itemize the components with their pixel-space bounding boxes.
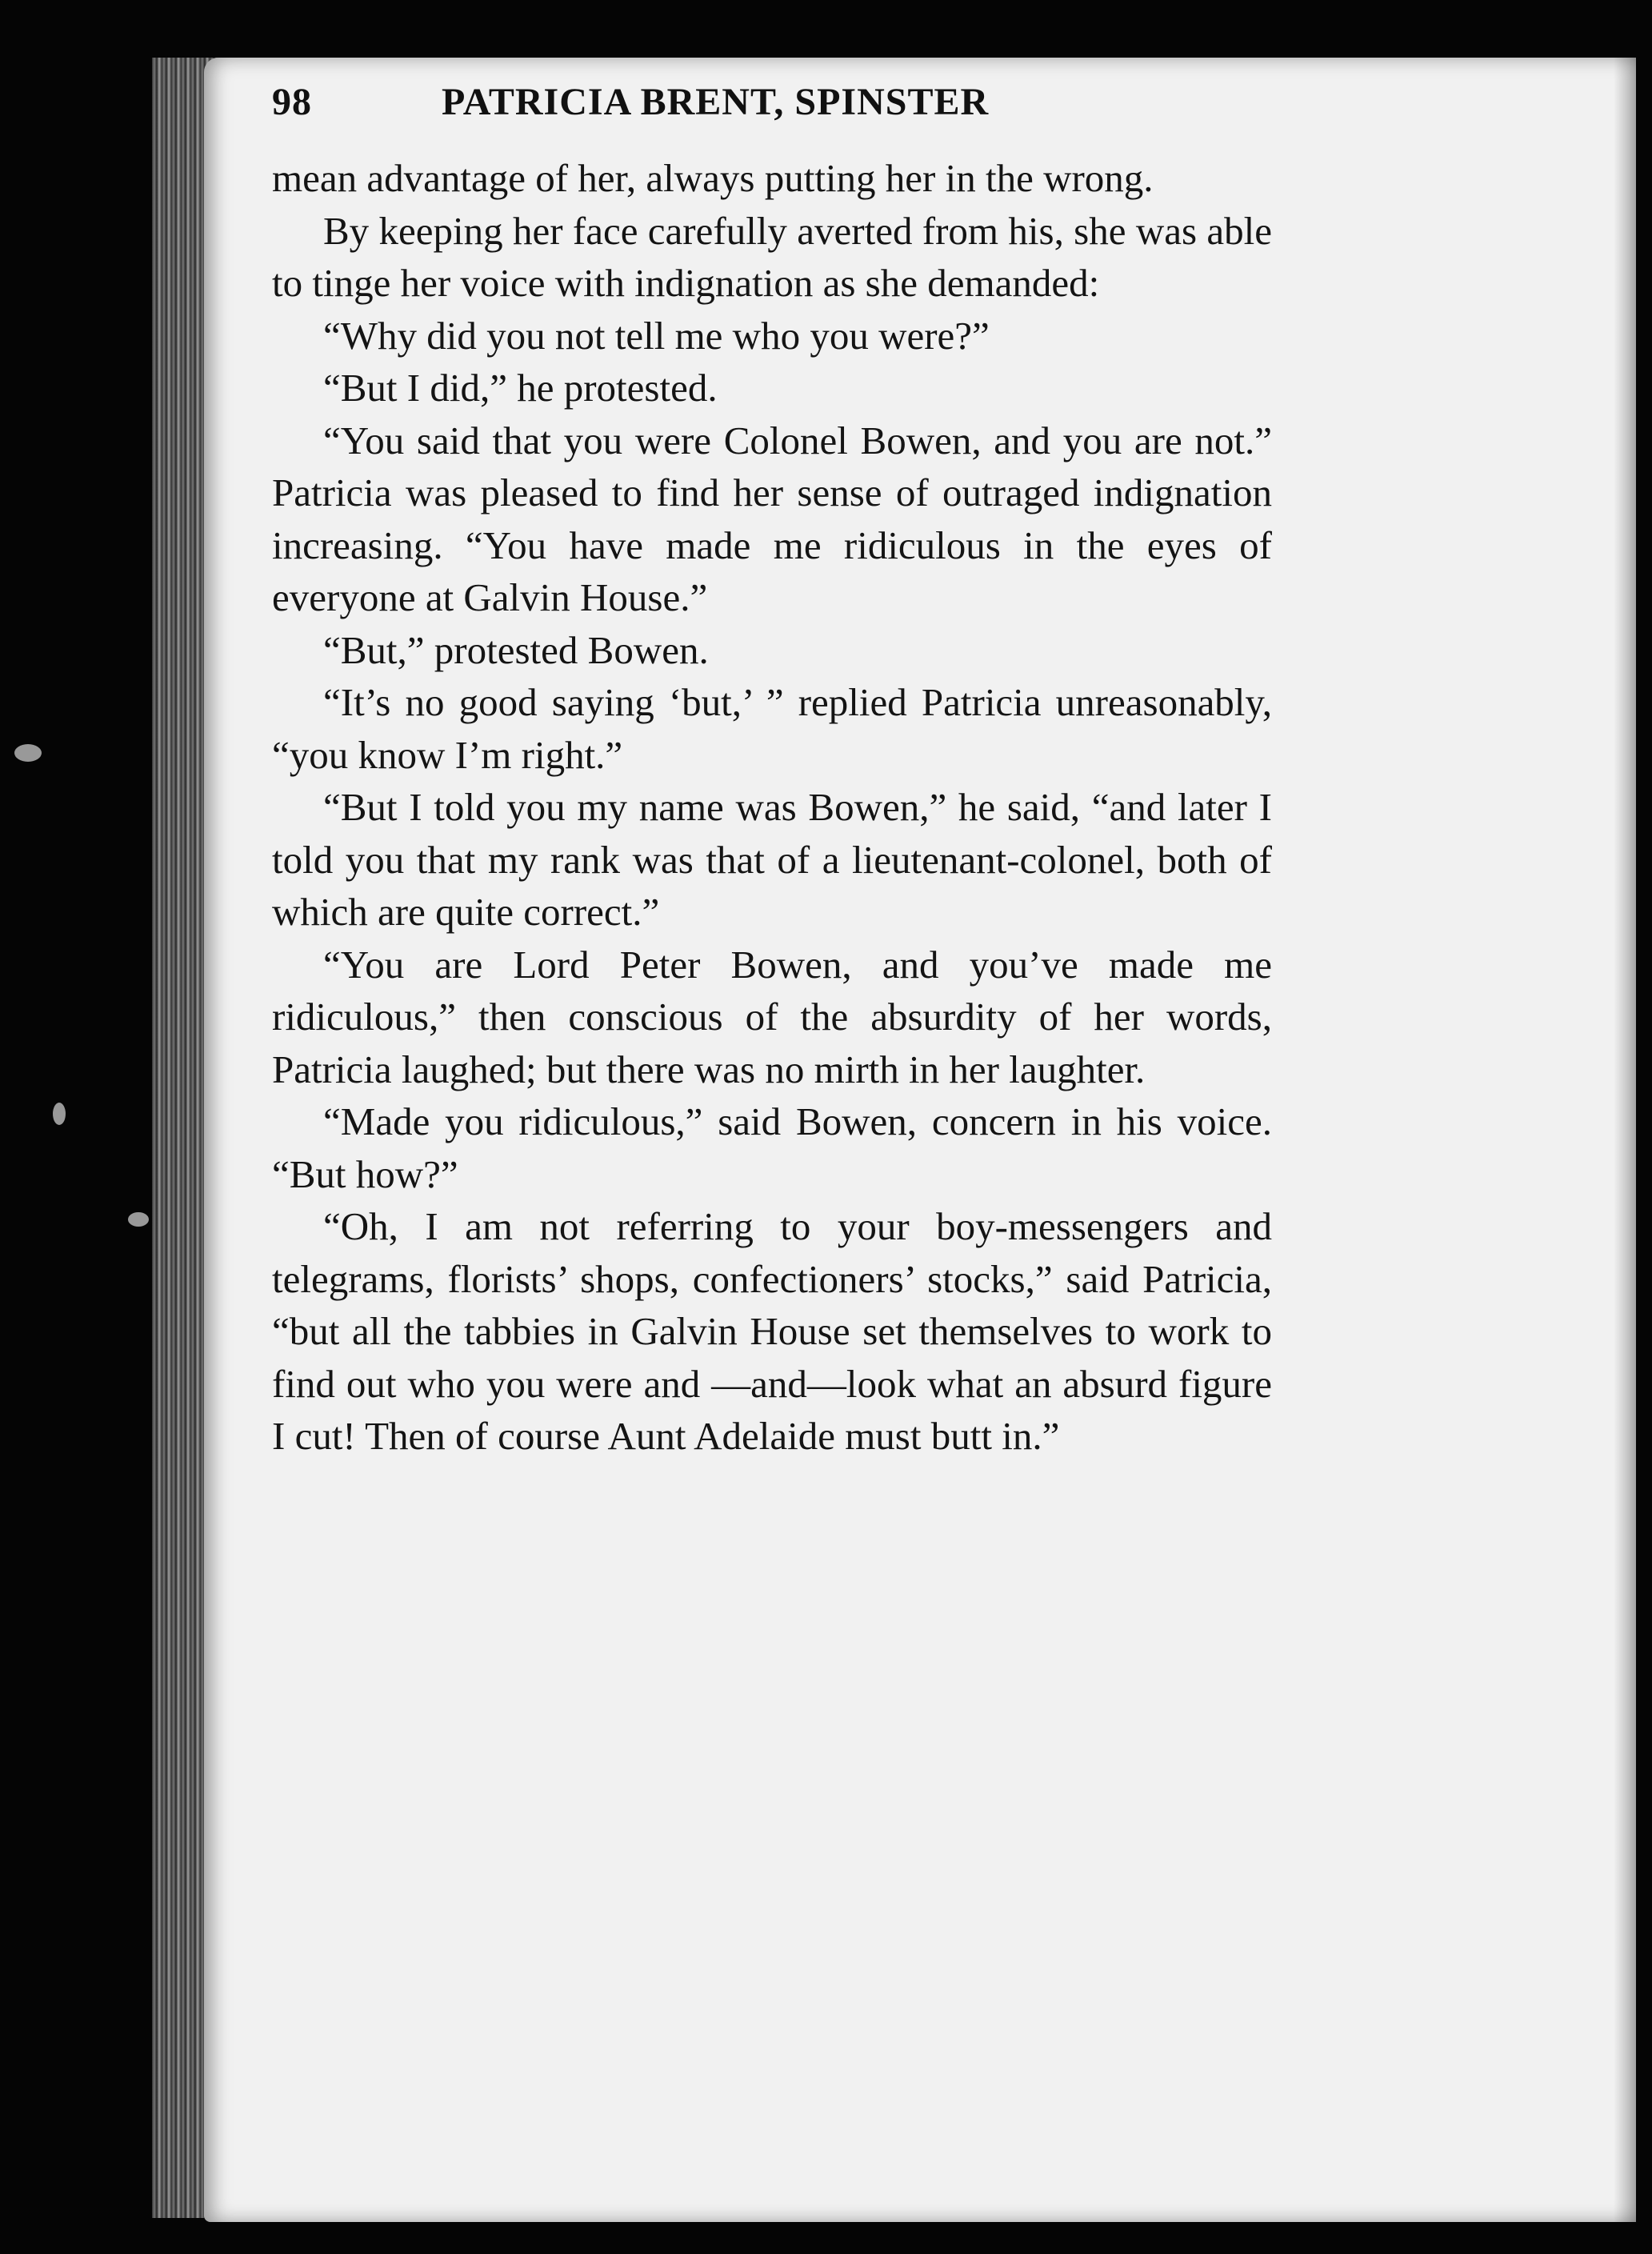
- paragraph: “But I did,” he protested.: [323, 366, 718, 410]
- body-text: [272, 152, 1272, 1463]
- page-number: 98: [272, 81, 312, 123]
- paragraph: “It’s no good saying ‘but,’ ” replied Patricia unreasonably, “you know I’m right.”: [272, 680, 1272, 777]
- paragraph: “But I told you my name was Bowen,” he said, “and later I told you that my rank was that of a lieutenant-colonel, both of which are quite correct.”: [272, 785, 1272, 934]
- binding-shadow: [1614, 58, 1636, 2222]
- paragraph: mean advantage of her, always putting her in the wrong.: [272, 156, 1154, 200]
- paragraph: “Made you ridiculous,” said Bowen, concern in his voice. “But how?”: [272, 1099, 1272, 1196]
- paragraph: “Oh, I am not referring to your boy-messengers and telegrams, florists’ shops, confectioners’ stocks,” said Patricia, “but all the tabbies in Galvin House set themselves to work to find out who you were and —and—look what an absurd figure I cut! Then of course Aunt Adelaide must butt in.”: [272, 1204, 1272, 1458]
- dust-speck: [14, 744, 42, 762]
- running-head: [272, 80, 1312, 144]
- paragraph: “Why did you not tell me who you were?”: [323, 313, 990, 358]
- paragraph: “You said that you were Colonel Bowen, and you are not.” Patricia was pleased to find her sense of outraged indignation increasing. “You have made me ridiculous in the eyes of everyone at Galvin House.”: [272, 418, 1272, 619]
- paragraph: “You are Lord Peter Bowen, and you’ve made me ridiculous,” then conscious of the absurdity of her words, Patricia laughed; but there was no mirth in her laughter.: [272, 942, 1272, 1091]
- dust-speck: [128, 1212, 149, 1227]
- book-title: PATRICIA BRENT, SPINSTER: [442, 81, 990, 123]
- paragraph: By keeping her face carefully averted from his, she was able to tinge her voice with indignation as she demanded:: [272, 208, 1272, 305]
- paragraph: “But,” protested Bowen.: [323, 627, 709, 672]
- dust-speck: [53, 1103, 66, 1125]
